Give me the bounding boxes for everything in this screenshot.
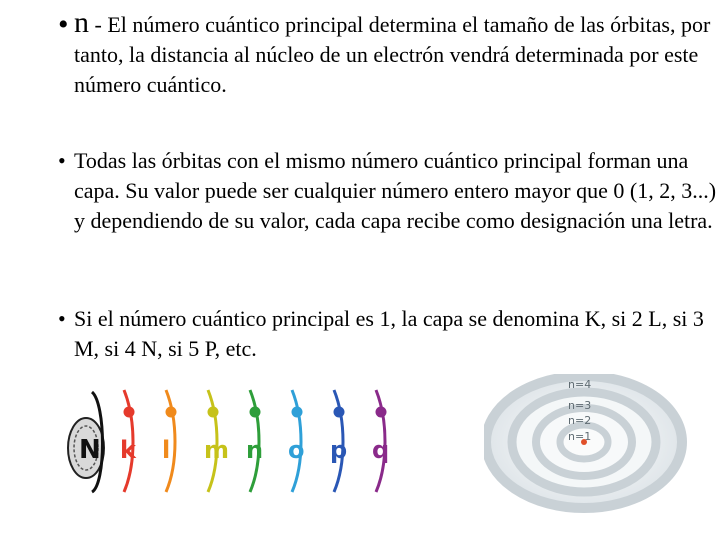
electron-dot	[334, 407, 345, 418]
shell-letter: n	[246, 436, 264, 464]
shell-m	[204, 390, 229, 492]
orbit-label-n1: n=1	[568, 430, 592, 443]
shell-arcs	[120, 390, 389, 492]
bullet-marker: •	[58, 148, 66, 173]
bullet-principal-quantum-number	[58, 8, 718, 100]
shell-letter: p	[330, 436, 348, 464]
symbol-n: n	[74, 6, 89, 39]
electron-dot	[166, 407, 177, 418]
electron-dot	[292, 407, 303, 418]
electron-dot	[376, 407, 387, 418]
orbits-figure	[484, 374, 710, 514]
shell-letter: m	[204, 436, 230, 464]
shell-p	[330, 390, 347, 492]
nucleus-label: N	[79, 435, 101, 465]
electron-dot	[208, 407, 219, 418]
shell-letter: o	[288, 436, 305, 464]
shell-l	[162, 390, 177, 492]
shell-o	[288, 390, 305, 492]
electron-dot	[250, 407, 261, 418]
orbit-label-n4: n=4	[568, 378, 592, 391]
shell-letters-figure	[62, 384, 422, 494]
shell-letter: k	[120, 436, 136, 464]
bullet-text: Si el número cuántico principal es 1, la capa se denomina K, si 2 L, si 3 M, si 4 N, si 5 P, etc.	[74, 306, 704, 361]
shell-q	[372, 390, 389, 492]
nucleus	[68, 392, 104, 492]
bullet-text: Todas las órbitas con el mismo número cuántico principal forman una capa. Su valor puede ser cualquier número entero mayor que 0 (1, 2, 3...) y dependiendo de su valor, cada capa recibe como designación una letra.	[74, 148, 717, 233]
orbit-label-n3: n=3	[568, 399, 592, 412]
bullet-text: - El número cuántico principal determina el tamaño de las órbitas, por tanto, la distancia al núcleo de un electrón vendrá determinada por este número cuántico.	[74, 12, 711, 97]
bullet-marker: •	[58, 306, 66, 331]
shell-k	[120, 390, 137, 492]
shell-letter: q	[372, 436, 390, 464]
shell-letter: l	[162, 436, 171, 464]
bullet-marker: •	[58, 8, 69, 41]
bullet-shells	[58, 146, 718, 236]
orbit-label-n2: n=2	[568, 414, 592, 427]
electron-dot	[124, 407, 135, 418]
bullet-shell-letters	[58, 304, 718, 364]
shell-n	[246, 390, 263, 492]
